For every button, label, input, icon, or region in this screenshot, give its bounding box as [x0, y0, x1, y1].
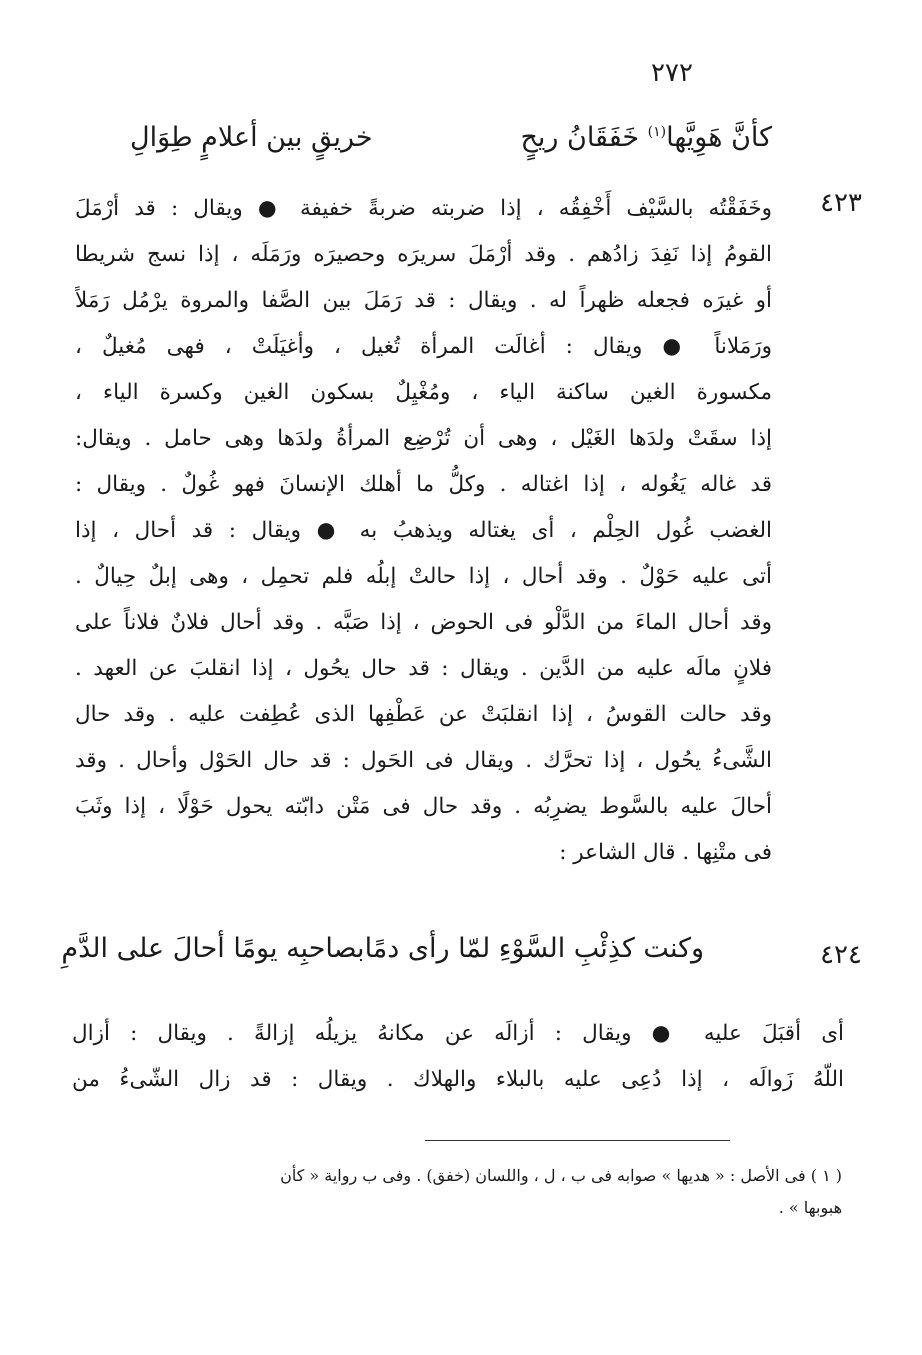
entry-424-text: [72, 1011, 844, 1103]
text-line: وقد حالت القوسُ ، إذا انقلبَتْ عن عَطْفِها الذى عُطِفت عليه . وقد حال: [75, 702, 772, 727]
text-line: وخَفَقْتُه بالسَّيْف أَخْفِقُه ، إذا ضربته ضربةً خفيفة ● ويقال : قد أرْمَلَ: [75, 196, 772, 221]
entry-number-423: ٤٢٣: [820, 188, 862, 218]
verse-top-first-hemistich: [520, 122, 772, 153]
text-line: فى متْنِها . قال الشاعر :: [559, 840, 772, 865]
verse-top: [130, 122, 772, 153]
text-line: القومُ إذا نَفِدَ زادُهم . وقد أرْمَلَ سريرَه وحصيرَه ورَمَلَه ، إذا نسج شريطا: [75, 242, 772, 267]
text-line: إذا سقَتْ ولدَها الغَيْل ، وهى أن تُرْضِع المرأةُ ولدَها وهى حامل . ويقال:: [75, 426, 772, 451]
text-line: الشَّىءُ يحُول ، إذا تحرَّك . ويقال فى الحَول : قد حال الحَوْل وأحال . وقد: [75, 748, 772, 773]
text-line: ورَمَلاناً ● ويقال : أغالَت المرأة تُغيل ، وأغيَلَتْ ، فهى مُغيلٌ ،: [75, 334, 772, 359]
text-line: الغضب غُول الحِلْم ، أى يغتاله ويذهبُ به ● ويقال : قد أحال ، إذا: [75, 518, 772, 543]
entry-number-424: ٤٢٤: [820, 940, 862, 970]
footnote-line: هبوبها » .: [778, 1198, 842, 1217]
text-line: مكسورة الغين ساكنة الياء ، ومُغْيِلٌ بسكون الغين وكسرة الياء ،: [75, 380, 772, 405]
page-number: ٢٧٢: [651, 58, 693, 88]
text-line: فلانٍ مالَه عليه من الدَّين . ويقال : قد حال يحُول ، إذا انقلبَ عن العهد .: [75, 656, 772, 681]
footnote: [75, 1160, 842, 1224]
text-line: أو غيرَه فجعله ظهراً له . ويقال : قد رَمَلَ بين الصَّفا والمروة يرْمُل رَمَلاً: [75, 288, 772, 313]
verse-mid-second-hemistich: بصاحبِه يومًا أحالَ على الدَّمِ: [61, 933, 365, 964]
verse-mid-first-hemistich: وكنت كذِئْبِ السَّوْءِ لمّا رأى دمًا: [364, 933, 704, 964]
footnote-divider: [425, 1140, 730, 1141]
text-line: أى أقبَلَ عليه ● ويقال : أزالَه عن مكانهُ يزيلُه إزالةً . ويقال : أزال: [72, 1021, 844, 1046]
text-line: قد غاله يَغُوله ، إذا اغتاله . وكلُّ ما أهلك الإنسانَ فهو غُولٌ . ويقال :: [75, 472, 772, 497]
text-line: اللّهُ زَوالَه ، إذا دُعِى عليه بالبلاء والهلاك . ويقال : قد زال الشّىءُ من: [72, 1067, 844, 1092]
verse-mid: [61, 933, 704, 964]
text-line: أتى عليه حَوْلٌ . وقد أحال ، إذا حالتْ إبلُه فلم تحمِل ، وهى إبلٌ حِيالٌ .: [75, 564, 772, 589]
verse-top-first-hemistich-start: كأنَّ هَوِيَّها: [666, 122, 772, 153]
footnote-line: ( ١ ) فى الأصل : « هديها » صوابه فى ب ، ل ، واللسان (خفق) . وفى ب رواية « كأن: [280, 1166, 842, 1185]
verse-top-first-hemistich-end: خَفَقَانُ ريحٍ: [520, 122, 648, 153]
footnote-marker: (١): [647, 124, 667, 140]
verse-top-second-hemistich: خريقٍ بين أعلامٍ طِوَالِ: [130, 122, 373, 153]
entry-423-text: [75, 186, 772, 876]
text-line: وقد أحال الماءَ من الدَّلْو فى الحوض ، إذا صَبَّه . وقد أحال فلانٌ فلاناً على: [75, 610, 772, 635]
text-line: أحالَ عليه بالسَّوط يضرِبُه . وقد حال فى مَتْن دابّته يحول حَوْلًا ، إذا وثَبَ: [75, 794, 772, 819]
